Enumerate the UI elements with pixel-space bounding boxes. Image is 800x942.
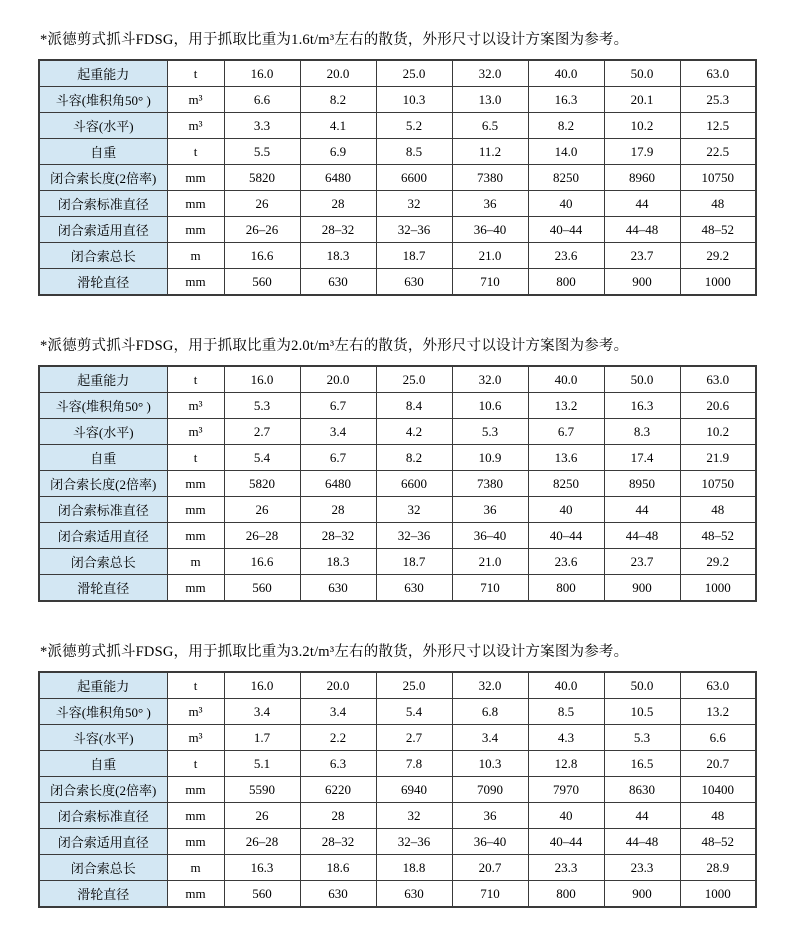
- row-unit: m³: [167, 419, 224, 445]
- row-label: 起重能力: [39, 366, 167, 393]
- cell-value: 26–26: [224, 217, 300, 243]
- cell-value: 50.0: [604, 672, 680, 699]
- row-label: 斗容(堆积角50° ): [39, 699, 167, 725]
- cell-value: 560: [224, 881, 300, 908]
- cell-value: 10750: [680, 471, 756, 497]
- cell-value: 32–36: [376, 829, 452, 855]
- cell-value: 23.7: [604, 549, 680, 575]
- row-label: 斗容(水平): [39, 725, 167, 751]
- cell-value: 5.3: [452, 419, 528, 445]
- cell-value: 10.9: [452, 445, 528, 471]
- table-row: [39, 829, 756, 855]
- table-row: [39, 87, 756, 113]
- cell-value: 29.2: [680, 243, 756, 269]
- row-label: 闭合索适用直径: [39, 523, 167, 549]
- cell-value: 40.0: [528, 672, 604, 699]
- cell-value: 40: [528, 803, 604, 829]
- cell-value: 4.3: [528, 725, 604, 751]
- cell-value: 8630: [604, 777, 680, 803]
- cell-value: 25.0: [376, 60, 452, 87]
- cell-value: 48–52: [680, 523, 756, 549]
- row-unit: mm: [167, 269, 224, 296]
- cell-value: 63.0: [680, 672, 756, 699]
- row-label: 自重: [39, 139, 167, 165]
- cell-value: 630: [376, 575, 452, 602]
- cell-value: 8.3: [604, 419, 680, 445]
- cell-value: 630: [300, 881, 376, 908]
- table-row: [39, 855, 756, 881]
- section-title: *派德剪式抓斗FDSG，用于抓取比重为3.2t/m³左右的散货，外形尺寸以设计方案图为参考。: [40, 644, 629, 660]
- cell-value: 4.2: [376, 419, 452, 445]
- cell-value: 3.3: [224, 113, 300, 139]
- spec-table-body: [39, 672, 756, 907]
- spec-table: [38, 671, 757, 908]
- cell-value: 5.3: [224, 393, 300, 419]
- cell-value: 36–40: [452, 523, 528, 549]
- cell-value: 26–28: [224, 829, 300, 855]
- table-row: [39, 419, 756, 445]
- cell-value: 10.2: [680, 419, 756, 445]
- cell-value: 8.5: [376, 139, 452, 165]
- cell-value: 44–48: [604, 217, 680, 243]
- cell-value: 26–28: [224, 523, 300, 549]
- cell-value: 20.0: [300, 672, 376, 699]
- cell-value: 18.7: [376, 549, 452, 575]
- cell-value: 23.3: [604, 855, 680, 881]
- row-label: 闭合索总长: [39, 243, 167, 269]
- cell-value: 18.3: [300, 243, 376, 269]
- cell-value: 13.0: [452, 87, 528, 113]
- cell-value: 560: [224, 575, 300, 602]
- cell-value: 16.3: [528, 87, 604, 113]
- table-row: [39, 777, 756, 803]
- row-label: 斗容(堆积角50° ): [39, 87, 167, 113]
- cell-value: 710: [452, 269, 528, 296]
- row-label: 闭合索长度(2倍率): [39, 471, 167, 497]
- row-label: 闭合索标准直径: [39, 191, 167, 217]
- row-unit: m: [167, 549, 224, 575]
- row-unit: mm: [167, 523, 224, 549]
- row-label: 滑轮直径: [39, 575, 167, 602]
- row-unit: t: [167, 751, 224, 777]
- cell-value: 16.6: [224, 549, 300, 575]
- cell-value: 6940: [376, 777, 452, 803]
- cell-value: 26: [224, 191, 300, 217]
- cell-value: 630: [300, 575, 376, 602]
- cell-value: 32.0: [452, 60, 528, 87]
- cell-value: 2.7: [376, 725, 452, 751]
- row-unit: mm: [167, 829, 224, 855]
- cell-value: 900: [604, 269, 680, 296]
- cell-value: 20.0: [300, 60, 376, 87]
- cell-value: 8.5: [528, 699, 604, 725]
- cell-value: 12.8: [528, 751, 604, 777]
- table-row: [39, 471, 756, 497]
- cell-value: 63.0: [680, 366, 756, 393]
- cell-value: 7.8: [376, 751, 452, 777]
- cell-value: 6.6: [680, 725, 756, 751]
- cell-value: 50.0: [604, 366, 680, 393]
- table-row: [39, 217, 756, 243]
- cell-value: 5.5: [224, 139, 300, 165]
- cell-value: 5.4: [224, 445, 300, 471]
- cell-value: 3.4: [300, 699, 376, 725]
- cell-value: 16.0: [224, 672, 300, 699]
- cell-value: 800: [528, 269, 604, 296]
- row-unit: mm: [167, 217, 224, 243]
- cell-value: 22.5: [680, 139, 756, 165]
- table-row: [39, 497, 756, 523]
- row-label: 闭合索总长: [39, 549, 167, 575]
- row-unit: mm: [167, 165, 224, 191]
- row-label: 斗容(水平): [39, 419, 167, 445]
- row-unit: m³: [167, 393, 224, 419]
- table-row: [39, 113, 756, 139]
- cell-value: 6480: [300, 471, 376, 497]
- cell-value: 5.2: [376, 113, 452, 139]
- cell-value: 8950: [604, 471, 680, 497]
- cell-value: 800: [528, 575, 604, 602]
- cell-value: 13.2: [680, 699, 756, 725]
- row-unit: m³: [167, 113, 224, 139]
- cell-value: 630: [376, 269, 452, 296]
- cell-value: 1000: [680, 575, 756, 602]
- cell-value: 8250: [528, 165, 604, 191]
- cell-value: 8.2: [376, 445, 452, 471]
- row-unit: mm: [167, 777, 224, 803]
- cell-value: 36–40: [452, 829, 528, 855]
- row-label: 滑轮直径: [39, 881, 167, 908]
- row-unit: mm: [167, 191, 224, 217]
- table-row: [39, 881, 756, 908]
- cell-value: 5.1: [224, 751, 300, 777]
- table-row: [39, 269, 756, 296]
- row-unit: m³: [167, 87, 224, 113]
- cell-value: 40–44: [528, 523, 604, 549]
- cell-value: 10.2: [604, 113, 680, 139]
- cell-value: 40–44: [528, 829, 604, 855]
- cell-value: 32: [376, 497, 452, 523]
- cell-value: 6220: [300, 777, 376, 803]
- table-row: [39, 393, 756, 419]
- spec-sections: [38, 30, 757, 908]
- cell-value: 16.5: [604, 751, 680, 777]
- cell-value: 13.6: [528, 445, 604, 471]
- cell-value: 29.2: [680, 549, 756, 575]
- cell-value: 3.4: [224, 699, 300, 725]
- spec-table-body: [39, 60, 756, 295]
- cell-value: 48: [680, 497, 756, 523]
- cell-value: 44: [604, 497, 680, 523]
- row-unit: m³: [167, 699, 224, 725]
- row-label: 滑轮直径: [39, 269, 167, 296]
- table-row: [39, 445, 756, 471]
- cell-value: 10.3: [376, 87, 452, 113]
- cell-value: 23.7: [604, 243, 680, 269]
- cell-value: 3.4: [300, 419, 376, 445]
- table-row: [39, 549, 756, 575]
- cell-value: 6.9: [300, 139, 376, 165]
- cell-value: 6.6: [224, 87, 300, 113]
- cell-value: 26: [224, 497, 300, 523]
- cell-value: 10400: [680, 777, 756, 803]
- cell-value: 20.7: [680, 751, 756, 777]
- row-unit: m: [167, 855, 224, 881]
- cell-value: 36: [452, 497, 528, 523]
- row-label: 闭合索标准直径: [39, 803, 167, 829]
- cell-value: 4.1: [300, 113, 376, 139]
- row-unit: m³: [167, 725, 224, 751]
- cell-value: 900: [604, 881, 680, 908]
- row-label: 闭合索适用直径: [39, 217, 167, 243]
- cell-value: 2.2: [300, 725, 376, 751]
- cell-value: 14.0: [528, 139, 604, 165]
- cell-value: 28–32: [300, 523, 376, 549]
- cell-value: 8250: [528, 471, 604, 497]
- row-label: 自重: [39, 445, 167, 471]
- cell-value: 1000: [680, 881, 756, 908]
- table-row: [39, 725, 756, 751]
- cell-value: 25.0: [376, 672, 452, 699]
- cell-value: 23.6: [528, 549, 604, 575]
- cell-value: 44–48: [604, 523, 680, 549]
- row-label: 斗容(水平): [39, 113, 167, 139]
- cell-value: 40: [528, 497, 604, 523]
- cell-value: 36–40: [452, 217, 528, 243]
- cell-value: 8.2: [528, 113, 604, 139]
- cell-value: 48: [680, 191, 756, 217]
- cell-value: 6.3: [300, 751, 376, 777]
- spec-table: [38, 59, 757, 296]
- row-unit: t: [167, 139, 224, 165]
- cell-value: 32–36: [376, 523, 452, 549]
- cell-value: 6600: [376, 471, 452, 497]
- cell-value: 7380: [452, 471, 528, 497]
- row-unit: t: [167, 366, 224, 393]
- table-row: [39, 699, 756, 725]
- cell-value: 8960: [604, 165, 680, 191]
- cell-value: 28–32: [300, 217, 376, 243]
- section-title: *派德剪式抓斗FDSG，用于抓取比重为2.0t/m³左右的散货，外形尺寸以设计方案图为参考。: [40, 338, 629, 354]
- cell-value: 7090: [452, 777, 528, 803]
- cell-value: 16.3: [604, 393, 680, 419]
- cell-value: 28: [300, 803, 376, 829]
- cell-value: 8.2: [300, 87, 376, 113]
- cell-value: 18.8: [376, 855, 452, 881]
- cell-value: 28: [300, 497, 376, 523]
- row-label: 起重能力: [39, 672, 167, 699]
- cell-value: 21.0: [452, 243, 528, 269]
- row-label: 闭合索适用直径: [39, 829, 167, 855]
- cell-value: 630: [376, 881, 452, 908]
- cell-value: 21.0: [452, 549, 528, 575]
- cell-value: 40.0: [528, 60, 604, 87]
- cell-value: 32–36: [376, 217, 452, 243]
- cell-value: 7380: [452, 165, 528, 191]
- cell-value: 63.0: [680, 60, 756, 87]
- cell-value: 16.0: [224, 60, 300, 87]
- cell-value: 32.0: [452, 672, 528, 699]
- cell-value: 10.3: [452, 751, 528, 777]
- cell-value: 28: [300, 191, 376, 217]
- row-unit: mm: [167, 497, 224, 523]
- cell-value: 20.6: [680, 393, 756, 419]
- spec-section: [38, 30, 757, 296]
- row-label: 闭合索长度(2倍率): [39, 165, 167, 191]
- row-unit: t: [167, 672, 224, 699]
- cell-value: 8.4: [376, 393, 452, 419]
- cell-value: 12.5: [680, 113, 756, 139]
- cell-value: 6.8: [452, 699, 528, 725]
- spec-table-body: [39, 366, 756, 601]
- cell-value: 1000: [680, 269, 756, 296]
- cell-value: 18.3: [300, 549, 376, 575]
- cell-value: 800: [528, 881, 604, 908]
- cell-value: 40: [528, 191, 604, 217]
- cell-value: 710: [452, 575, 528, 602]
- cell-value: 6.7: [528, 419, 604, 445]
- table-row: [39, 165, 756, 191]
- cell-value: 7970: [528, 777, 604, 803]
- row-label: 闭合索长度(2倍率): [39, 777, 167, 803]
- cell-value: 13.2: [528, 393, 604, 419]
- row-unit: t: [167, 60, 224, 87]
- cell-value: 10750: [680, 165, 756, 191]
- table-row: [39, 243, 756, 269]
- cell-value: 32: [376, 191, 452, 217]
- cell-value: 28–32: [300, 829, 376, 855]
- cell-value: 1.7: [224, 725, 300, 751]
- cell-value: 10.6: [452, 393, 528, 419]
- table-row: [39, 191, 756, 217]
- table-row: [39, 672, 756, 699]
- cell-value: 26: [224, 803, 300, 829]
- table-row: [39, 751, 756, 777]
- cell-value: 40–44: [528, 217, 604, 243]
- row-unit: t: [167, 445, 224, 471]
- cell-value: 2.7: [224, 419, 300, 445]
- cell-value: 48–52: [680, 217, 756, 243]
- row-label: 闭合索标准直径: [39, 497, 167, 523]
- cell-value: 5.4: [376, 699, 452, 725]
- table-row: [39, 523, 756, 549]
- cell-value: 16.6: [224, 243, 300, 269]
- cell-value: 6480: [300, 165, 376, 191]
- cell-value: 5590: [224, 777, 300, 803]
- row-unit: mm: [167, 575, 224, 602]
- cell-value: 40.0: [528, 366, 604, 393]
- cell-value: 5820: [224, 471, 300, 497]
- cell-value: 25.0: [376, 366, 452, 393]
- table-row: [39, 803, 756, 829]
- cell-value: 16.0: [224, 366, 300, 393]
- cell-value: 20.1: [604, 87, 680, 113]
- row-unit: mm: [167, 881, 224, 908]
- cell-value: 25.3: [680, 87, 756, 113]
- cell-value: 48: [680, 803, 756, 829]
- spec-section: [38, 642, 757, 908]
- cell-value: 48–52: [680, 829, 756, 855]
- cell-value: 32: [376, 803, 452, 829]
- cell-value: 20.0: [300, 366, 376, 393]
- cell-value: 6.7: [300, 393, 376, 419]
- cell-value: 44: [604, 191, 680, 217]
- cell-value: 900: [604, 575, 680, 602]
- cell-value: 17.9: [604, 139, 680, 165]
- cell-value: 17.4: [604, 445, 680, 471]
- cell-value: 11.2: [452, 139, 528, 165]
- cell-value: 20.7: [452, 855, 528, 881]
- row-unit: m: [167, 243, 224, 269]
- cell-value: 50.0: [604, 60, 680, 87]
- cell-value: 16.3: [224, 855, 300, 881]
- table-row: [39, 139, 756, 165]
- section-title: *派德剪式抓斗FDSG，用于抓取比重为1.6t/m³左右的散货，外形尺寸以设计方案图为参考。: [40, 32, 629, 48]
- cell-value: 44–48: [604, 829, 680, 855]
- row-label: 自重: [39, 751, 167, 777]
- table-row: [39, 575, 756, 602]
- cell-value: 6600: [376, 165, 452, 191]
- row-label: 斗容(堆积角50° ): [39, 393, 167, 419]
- row-unit: mm: [167, 803, 224, 829]
- cell-value: 710: [452, 881, 528, 908]
- cell-value: 18.6: [300, 855, 376, 881]
- cell-value: 44: [604, 803, 680, 829]
- table-row: [39, 60, 756, 87]
- cell-value: 5.3: [604, 725, 680, 751]
- spec-section: [38, 336, 757, 602]
- row-label: 闭合索总长: [39, 855, 167, 881]
- cell-value: 21.9: [680, 445, 756, 471]
- cell-value: 23.6: [528, 243, 604, 269]
- spec-table: [38, 365, 757, 602]
- cell-value: 6.5: [452, 113, 528, 139]
- cell-value: 630: [300, 269, 376, 296]
- row-unit: mm: [167, 471, 224, 497]
- cell-value: 560: [224, 269, 300, 296]
- cell-value: 36: [452, 191, 528, 217]
- cell-value: 28.9: [680, 855, 756, 881]
- cell-value: 10.5: [604, 699, 680, 725]
- cell-value: 3.4: [452, 725, 528, 751]
- cell-value: 18.7: [376, 243, 452, 269]
- cell-value: 6.7: [300, 445, 376, 471]
- table-row: [39, 366, 756, 393]
- cell-value: 23.3: [528, 855, 604, 881]
- row-label: 起重能力: [39, 60, 167, 87]
- cell-value: 5820: [224, 165, 300, 191]
- cell-value: 36: [452, 803, 528, 829]
- cell-value: 32.0: [452, 366, 528, 393]
